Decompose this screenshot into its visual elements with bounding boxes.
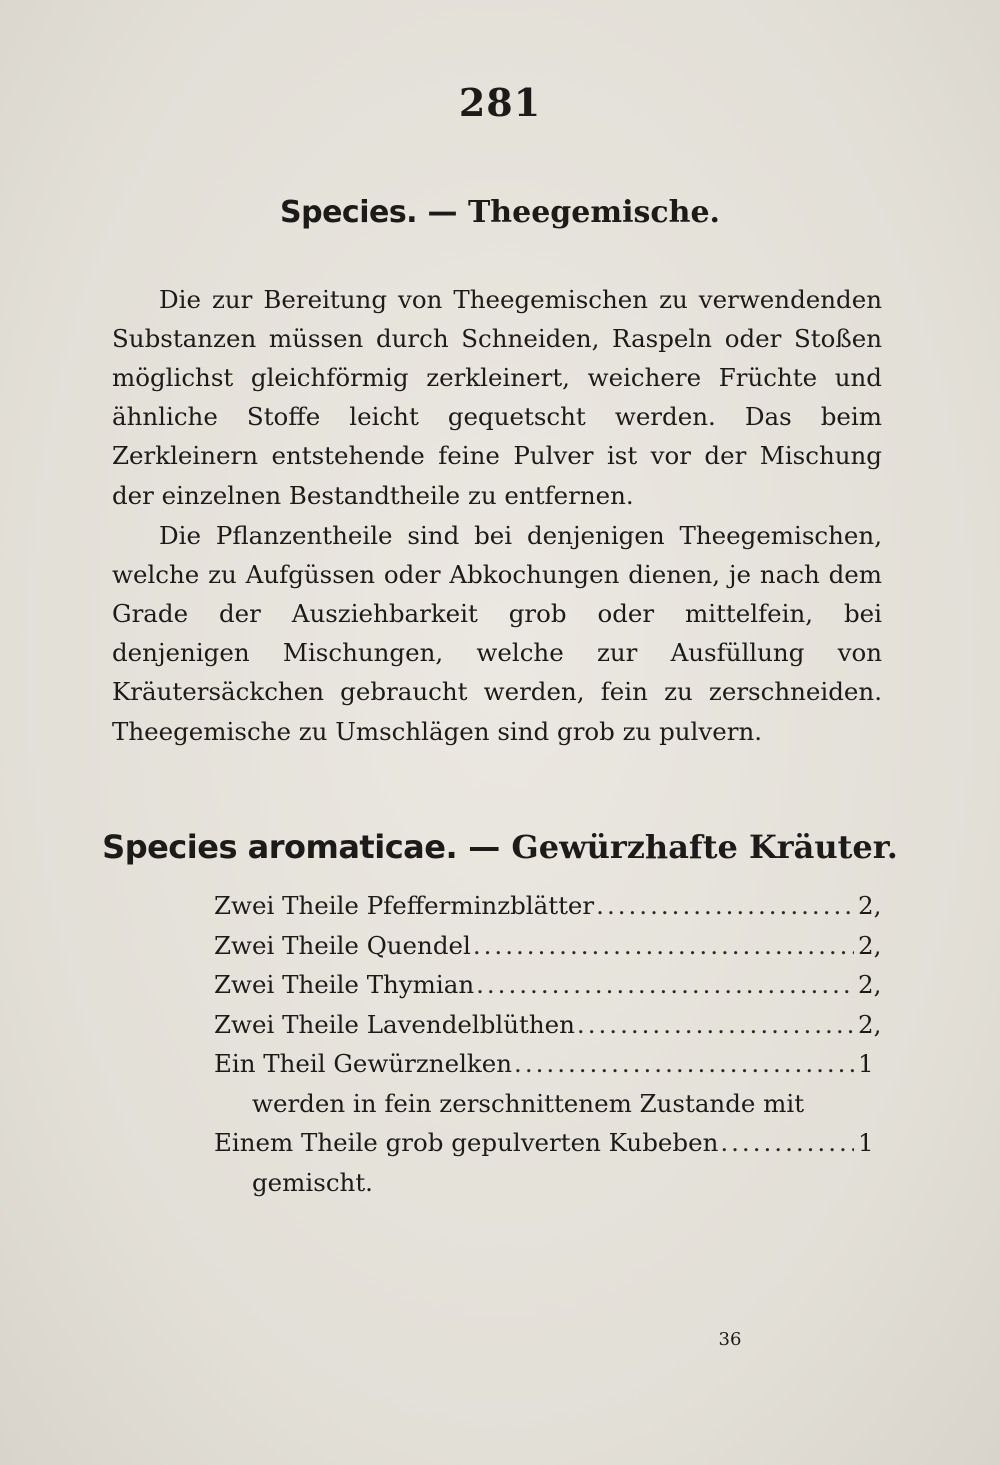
heading-german: Gewürzhafte Kräuter. bbox=[511, 828, 898, 866]
instruction-note: gemischt. bbox=[252, 1167, 373, 1197]
ingredient-quantity: 2, bbox=[858, 970, 882, 999]
ingredient-row bbox=[214, 1128, 894, 1168]
ingredient-name: Zwei Theile Lavendelblüthen bbox=[214, 1009, 575, 1039]
leader-dots bbox=[514, 1049, 854, 1078]
ingredient-row bbox=[214, 1049, 894, 1089]
ingredient-row bbox=[214, 1010, 894, 1050]
ingredient-row bbox=[214, 891, 894, 931]
ingredient-name: Zwei Theile Quendel bbox=[214, 930, 471, 960]
heading-dash: — bbox=[468, 828, 501, 866]
ingredient-quantity: 2, bbox=[858, 930, 882, 960]
instruction-note: werden in fein zerschnittenem Zustande mit bbox=[252, 1088, 805, 1118]
leader-dots bbox=[577, 1010, 854, 1039]
ingredient-quantity: 1 bbox=[858, 1049, 874, 1078]
ingredient-row bbox=[214, 970, 894, 1010]
ingredient-name: Einem Theile grob gepulverten Kubeben bbox=[214, 1128, 719, 1157]
leader-dots bbox=[473, 931, 854, 960]
heading-dash: — bbox=[427, 195, 458, 230]
ingredient-name: Zwei Theile Thymian bbox=[214, 970, 475, 999]
ingredient-quantity: 2, bbox=[858, 1009, 882, 1039]
section-heading-species-aromaticae bbox=[0, 828, 1000, 866]
leader-dots bbox=[720, 1128, 854, 1157]
leader-dots bbox=[596, 891, 854, 920]
heading-german: Theegemische. bbox=[467, 195, 720, 230]
ingredient-name: Zwei Theile Pfefferminzblätter bbox=[214, 891, 595, 920]
leader-dots bbox=[476, 970, 854, 999]
ingredient-list bbox=[214, 891, 894, 1207]
ingredient-name: Ein Theil Gewürznelken bbox=[214, 1049, 513, 1078]
heading-latin: Species aromaticae. bbox=[102, 828, 458, 866]
heading-latin: Species. bbox=[279, 195, 418, 230]
ingredient-quantity: 2, bbox=[858, 891, 882, 920]
signature-mark: 36 bbox=[718, 1329, 742, 1350]
page-number: 281 bbox=[458, 80, 542, 125]
paragraph-cutting: Die Pflanzentheile sind bei denjenigen Theegemischen, welche zu Aufgüssen oder Abkochungen dienen, je nach dem Grade der Ausziehbarkeit grob oder mittelfein, bei denjenigen Mischungen, welche zur Ausfüllung von Kräutersäckchen gebraucht werden, fein zu zerschneiden. Theegemische zu Umschlägen sind grob zu pulvern. bbox=[112, 520, 882, 746]
ingredient-row bbox=[214, 931, 894, 971]
ingredient-quantity: 1 bbox=[858, 1128, 874, 1157]
section-heading-species bbox=[0, 195, 1000, 230]
paragraph-preparation: Die zur Bereitung von Theegemischen zu verwendenden Substanzen müssen durch Schneiden, Raspeln oder Stoßen möglichst gleichförmig zerkleinert, weichere Früchte und ähnliche Stoffe leicht gequetscht werden. Das beim Zerkleinern entstehende feine Pulver ist vor der Mischung der einzelnen Bestandtheile zu entfernen. bbox=[112, 284, 882, 510]
